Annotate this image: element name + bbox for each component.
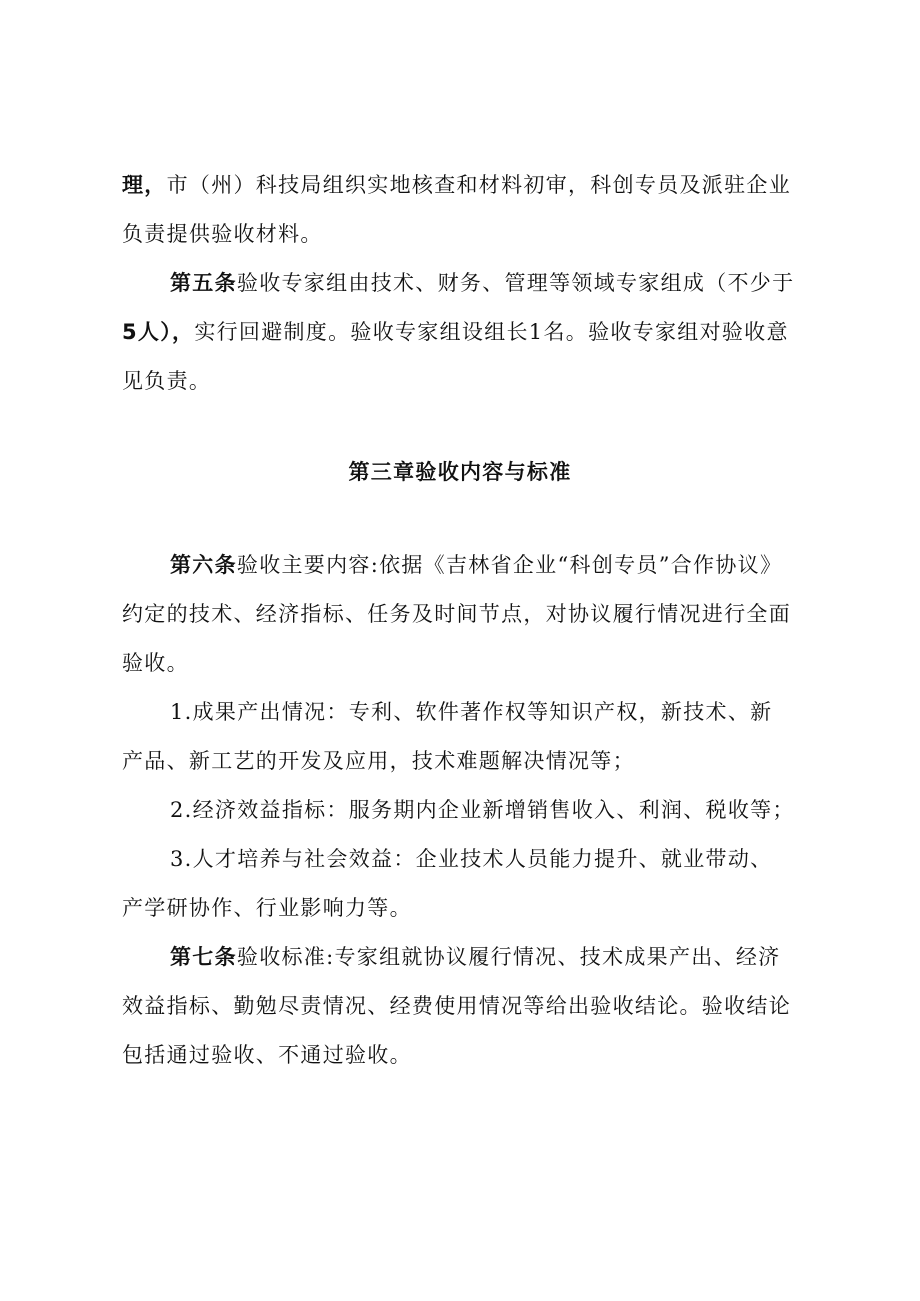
article-6-line-1 — [170, 550, 782, 580]
item-3-line-2: 产学研协作、行业影响力等。 — [122, 896, 412, 920]
article-5-line-3: 见负责。 — [122, 369, 212, 393]
item-3-line-1: 3.人才培养与社会效益：企业技术人员能力提升、就业带动、 — [170, 847, 773, 871]
article-7-line-3: 包括通过验收、不通过验收。 — [122, 1043, 412, 1067]
article-7-text: 验收标准:专家组就协议履行情况、技术成果产出、经济 — [236, 945, 781, 969]
item-1-line-1: 1.成果产出情况：专利、软件著作权等知识产权，新技术、新 — [170, 700, 773, 724]
article-5-line-2 — [122, 317, 789, 347]
paragraph-continuation-line-2: 负责提供验收材料。 — [122, 222, 323, 246]
article-5-line-1 — [170, 268, 794, 298]
paragraph-continuation-line-1 — [122, 170, 791, 200]
article-5-count: 5人）， — [122, 320, 195, 344]
article-7-label: 第七条 — [170, 945, 237, 969]
article-6-label: 第六条 — [170, 553, 237, 577]
continuation-text: 市（州）科技局组织实地核查和材料初审，科创专员及派驻企业 — [166, 173, 792, 197]
item-1-line-2: 产品、新工艺的开发及应用，技术难题解决情况等； — [122, 749, 635, 773]
continuation-lead: 理， — [122, 173, 167, 197]
chapter-heading: 第三章验收内容与标准 — [348, 460, 572, 484]
article-6-line-3: 验收。 — [122, 651, 189, 675]
article-7-line-2: 效益指标、勤勉尽责情况、经费使用情况等给出验收结论。验收结论 — [122, 994, 791, 1018]
article-5-label: 第五条 — [170, 271, 237, 295]
article-7-line-1 — [170, 942, 780, 972]
article-5-text-2: 实行回避制度。验收专家组设组长1名。验收专家组对验收意 — [194, 320, 789, 344]
article-6-text: 验收主要内容:依据《吉林省企业“科创专员”合作协议》 — [236, 553, 783, 577]
article-6-line-2: 约定的技术、经济指标、任务及时间节点，对协议履行情况进行全面 — [122, 602, 791, 626]
item-2-line-1: 2.经济效益指标：服务期内企业新增销售收入、利润、税收等； — [170, 798, 795, 822]
article-5-text: 验收专家组由技术、财务、管理等领域专家组成（不少于 — [236, 271, 795, 295]
